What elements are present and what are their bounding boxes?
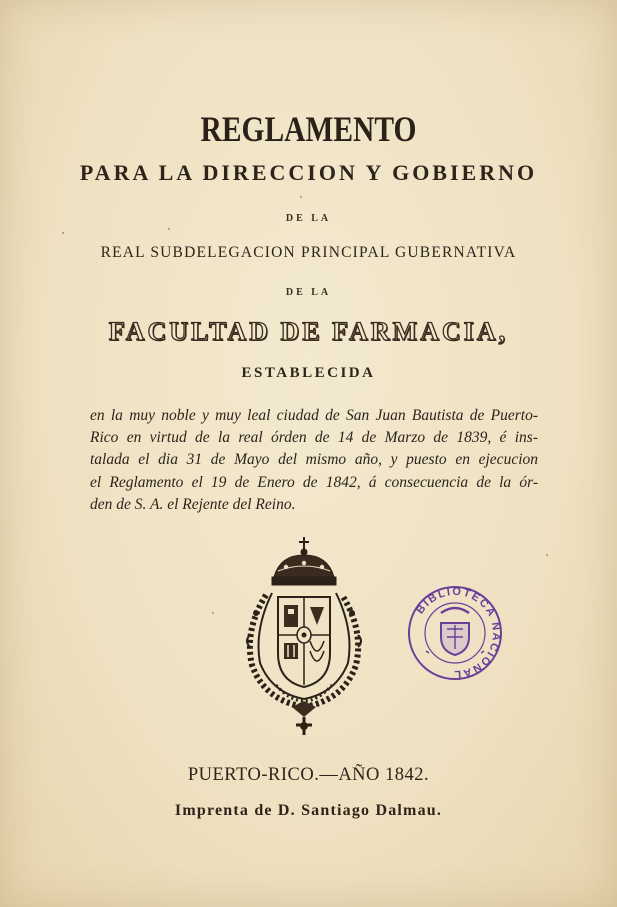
paragraph-line: den de S. A. el Rejente del Reino. bbox=[90, 495, 296, 513]
document-title: REGLAMENTO bbox=[200, 109, 417, 149]
library-stamp-icon bbox=[405, 583, 505, 683]
printer-line: Imprenta de D. Santiago Dalmau. bbox=[174, 802, 443, 819]
de-la-first: DE LA bbox=[285, 213, 332, 224]
subtitle-subdelegacion: REAL SUBDELEGACION PRINCIPAL GUBERNATIVA bbox=[100, 244, 517, 261]
royal-coat-of-arms-icon bbox=[236, 535, 372, 740]
paper-speck bbox=[62, 232, 64, 234]
paper-speck bbox=[168, 228, 170, 230]
paper-speck bbox=[300, 196, 302, 198]
imprint-line: PUERTO-RICO.—AÑO 1842. bbox=[187, 765, 430, 785]
paragraph-line: en la muy noble y muy leal ciudad de San Juan Bautista de Puerto- bbox=[90, 407, 538, 424]
de-la-second: DE LA bbox=[285, 287, 332, 298]
paragraph-line: talada el dia 31 de Mayo del mismo año, y puesto en ejecucion bbox=[90, 451, 538, 469]
paragraph-line: Rico en virtud de la real órden de 14 de Marzo de 1839, é ins- bbox=[90, 429, 538, 447]
stamp-ring-text: BIBLIOTECA NACIONAL bbox=[414, 585, 503, 681]
subtitle-direccion: PARA LA DIRECCION Y GOBIERNO bbox=[79, 160, 538, 185]
established-heading: ESTABLECIDA bbox=[241, 365, 376, 381]
paper-speck bbox=[546, 554, 548, 556]
paper-speck bbox=[212, 612, 214, 614]
paragraph-line: el Reglamento el 19 de Enero de 1842, á consecuencia de la ór- bbox=[90, 473, 538, 491]
faculty-heading: FACULTAD DE FARMACIA, bbox=[108, 317, 509, 346]
body-paragraph bbox=[90, 405, 538, 516]
